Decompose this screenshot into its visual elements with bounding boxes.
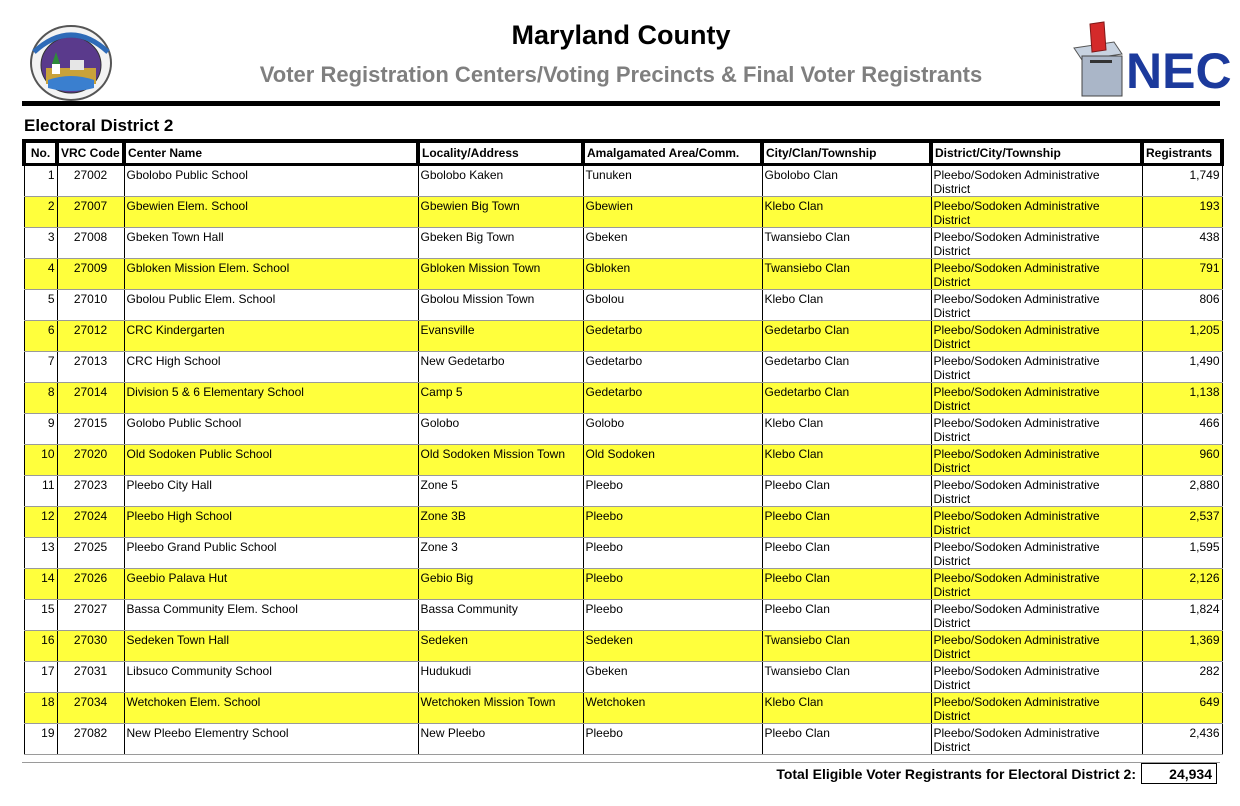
cell-city-clan: Pleebo Clan: [762, 600, 931, 631]
cell-district: Pleebo/Sodoken Administrative District: [931, 600, 1142, 631]
cell-city-clan: Twansiebo Clan: [762, 662, 931, 693]
table-body: [24, 165, 1222, 755]
cell-amalgamated-area: Gedetarbo: [583, 321, 762, 352]
cell-locality: Zone 3B: [418, 507, 583, 538]
page-subtitle: Voter Registration Centers/Voting Precincts & Final Voter Registrants: [259, 62, 983, 87]
cell-vrc-code: 27012: [57, 321, 124, 352]
cell-registrants: 2,436: [1142, 724, 1222, 755]
cell-district: Pleebo/Sodoken Administrative District: [931, 507, 1142, 538]
cell-registrants: 649: [1142, 693, 1222, 724]
cell-center-name: Gbloken Mission Elem. School: [124, 259, 418, 290]
cell-district: Pleebo/Sodoken Administrative District: [931, 538, 1142, 569]
cell-registrants: 466: [1142, 414, 1222, 445]
cell-vrc-code: 27008: [57, 228, 124, 259]
cell-vrc-code: 27024: [57, 507, 124, 538]
table-row: [24, 631, 1222, 662]
cell-amalgamated-area: Pleebo: [583, 507, 762, 538]
cell-center-name: Gbewien Elem. School: [124, 197, 418, 228]
cell-amalgamated-area: Gbewien: [583, 197, 762, 228]
cell-city-clan: Twansiebo Clan: [762, 228, 931, 259]
cell-amalgamated-area: Gedetarbo: [583, 383, 762, 414]
cell-city-clan: Twansiebo Clan: [762, 631, 931, 662]
cell-registrants: 1,369: [1142, 631, 1222, 662]
cell-no: 8: [24, 383, 57, 414]
cell-no: 12: [24, 507, 57, 538]
cell-center-name: Division 5 & 6 Elementary School: [124, 383, 418, 414]
cell-center-name: Pleebo Grand Public School: [124, 538, 418, 569]
cell-amalgamated-area: Pleebo: [583, 538, 762, 569]
cell-locality: Golobo: [418, 414, 583, 445]
table-row: [24, 228, 1222, 259]
table-bottom-rule: [22, 762, 1220, 763]
cell-locality: Zone 3: [418, 538, 583, 569]
district-heading: Electoral District 2: [24, 116, 174, 135]
cell-amalgamated-area: Pleebo: [583, 569, 762, 600]
col-header-center-name: Center Name: [124, 141, 418, 165]
header-rule: [22, 101, 1220, 106]
cell-vrc-code: 27002: [57, 165, 124, 197]
cell-center-name: Pleebo High School: [124, 507, 418, 538]
cell-amalgamated-area: Golobo: [583, 414, 762, 445]
cell-vrc-code: 27030: [57, 631, 124, 662]
cell-registrants: 2,126: [1142, 569, 1222, 600]
cell-no: 7: [24, 352, 57, 383]
table-row: [24, 197, 1222, 228]
cell-vrc-code: 27014: [57, 383, 124, 414]
cell-vrc-code: 27034: [57, 693, 124, 724]
cell-vrc-code: 27009: [57, 259, 124, 290]
cell-registrants: 806: [1142, 290, 1222, 321]
cell-locality: New Pleebo: [418, 724, 583, 755]
cell-center-name: CRC High School: [124, 352, 418, 383]
table-row: [24, 414, 1222, 445]
cell-amalgamated-area: Pleebo: [583, 724, 762, 755]
cell-district: Pleebo/Sodoken Administrative District: [931, 165, 1142, 197]
cell-city-clan: Klebo Clan: [762, 414, 931, 445]
cell-registrants: 193: [1142, 197, 1222, 228]
cell-locality: Hudukudi: [418, 662, 583, 693]
cell-no: 11: [24, 476, 57, 507]
cell-locality: Gbewien Big Town: [418, 197, 583, 228]
table-row: [24, 383, 1222, 414]
cell-vrc-code: 27007: [57, 197, 124, 228]
cell-registrants: 1,490: [1142, 352, 1222, 383]
cell-no: 10: [24, 445, 57, 476]
cell-amalgamated-area: Pleebo: [583, 600, 762, 631]
cell-district: Pleebo/Sodoken Administrative District: [931, 476, 1142, 507]
col-header-registrants: Registrants: [1142, 141, 1222, 165]
cell-district: Pleebo/Sodoken Administrative District: [931, 445, 1142, 476]
cell-amalgamated-area: Gbeken: [583, 662, 762, 693]
table-row: [24, 538, 1222, 569]
cell-vrc-code: 27031: [57, 662, 124, 693]
cell-city-clan: Pleebo Clan: [762, 507, 931, 538]
table-header-row: [24, 141, 1222, 165]
cell-no: 15: [24, 600, 57, 631]
table-row: [24, 693, 1222, 724]
page-header: [22, 14, 1232, 106]
cell-amalgamated-area: Gbolou: [583, 290, 762, 321]
cell-registrants: 1,138: [1142, 383, 1222, 414]
cell-no: 13: [24, 538, 57, 569]
cell-city-clan: Gbolobo Clan: [762, 165, 931, 197]
cell-center-name: Libsuco Community School: [124, 662, 418, 693]
cell-registrants: 1,824: [1142, 600, 1222, 631]
cell-vrc-code: 27027: [57, 600, 124, 631]
cell-locality: Old Sodoken Mission Town: [418, 445, 583, 476]
cell-amalgamated-area: Pleebo: [583, 476, 762, 507]
cell-vrc-code: 27026: [57, 569, 124, 600]
cell-amalgamated-area: Gbeken: [583, 228, 762, 259]
col-header-amalgamated-area: Amalgamated Area/Comm.: [583, 141, 762, 165]
cell-center-name: Sedeken Town Hall: [124, 631, 418, 662]
cell-registrants: 791: [1142, 259, 1222, 290]
cell-city-clan: Gedetarbo Clan: [762, 383, 931, 414]
table-row: [24, 600, 1222, 631]
cell-no: 1: [24, 165, 57, 197]
col-header-city-clan: City/Clan/Township: [762, 141, 931, 165]
cell-city-clan: Klebo Clan: [762, 693, 931, 724]
cell-amalgamated-area: Gbloken: [583, 259, 762, 290]
cell-amalgamated-area: Sedeken: [583, 631, 762, 662]
cell-district: Pleebo/Sodoken Administrative District: [931, 290, 1142, 321]
cell-center-name: Bassa Community Elem. School: [124, 600, 418, 631]
table-row: [24, 445, 1222, 476]
cell-center-name: Gbeken Town Hall: [124, 228, 418, 259]
cell-district: Pleebo/Sodoken Administrative District: [931, 414, 1142, 445]
cell-amalgamated-area: Tunuken: [583, 165, 762, 197]
cell-city-clan: Pleebo Clan: [762, 724, 931, 755]
cell-district: Pleebo/Sodoken Administrative District: [931, 259, 1142, 290]
cell-vrc-code: 27020: [57, 445, 124, 476]
cell-center-name: Wetchoken Elem. School: [124, 693, 418, 724]
table-row: [24, 507, 1222, 538]
cell-no: 5: [24, 290, 57, 321]
table-row: [24, 321, 1222, 352]
col-header-locality: Locality/Address: [418, 141, 583, 165]
cell-city-clan: Pleebo Clan: [762, 538, 931, 569]
cell-city-clan: Gedetarbo Clan: [762, 321, 931, 352]
table-row: [24, 165, 1222, 197]
cell-registrants: 960: [1142, 445, 1222, 476]
voter-registration-table: [22, 139, 1224, 755]
cell-no: 18: [24, 693, 57, 724]
cell-city-clan: Pleebo Clan: [762, 476, 931, 507]
cell-registrants: 282: [1142, 662, 1222, 693]
cell-vrc-code: 27023: [57, 476, 124, 507]
cell-vrc-code: 27082: [57, 724, 124, 755]
cell-amalgamated-area: Gedetarbo: [583, 352, 762, 383]
cell-center-name: Geebio Palava Hut: [124, 569, 418, 600]
cell-locality: Gbolobo Kaken: [418, 165, 583, 197]
cell-amalgamated-area: Old Sodoken: [583, 445, 762, 476]
cell-district: Pleebo/Sodoken Administrative District: [931, 631, 1142, 662]
total-value: 24,934: [1141, 763, 1217, 784]
cell-locality: Gebio Big: [418, 569, 583, 600]
cell-district: Pleebo/Sodoken Administrative District: [931, 321, 1142, 352]
cell-vrc-code: 27010: [57, 290, 124, 321]
cell-locality: Wetchoken Mission Town: [418, 693, 583, 724]
cell-center-name: Golobo Public School: [124, 414, 418, 445]
cell-locality: Sedeken: [418, 631, 583, 662]
col-header-district: District/City/Township: [931, 141, 1142, 165]
nec-logo-text: NEC: [1126, 43, 1232, 99]
table-row: [24, 569, 1222, 600]
cell-no: 19: [24, 724, 57, 755]
cell-locality: Evansville: [418, 321, 583, 352]
table-row: [24, 476, 1222, 507]
cell-locality: Camp 5: [418, 383, 583, 414]
table-row: [24, 290, 1222, 321]
cell-city-clan: Twansiebo Clan: [762, 259, 931, 290]
cell-no: 6: [24, 321, 57, 352]
cell-district: Pleebo/Sodoken Administrative District: [931, 724, 1142, 755]
cell-center-name: Pleebo City Hall: [124, 476, 418, 507]
cell-center-name: Gbolou Public Elem. School: [124, 290, 418, 321]
cell-center-name: Old Sodoken Public School: [124, 445, 418, 476]
cell-vrc-code: 27025: [57, 538, 124, 569]
cell-center-name: New Pleebo Elementry School: [124, 724, 418, 755]
cell-registrants: 1,749: [1142, 165, 1222, 197]
cell-center-name: CRC Kindergarten: [124, 321, 418, 352]
cell-locality: Gbloken Mission Town: [418, 259, 583, 290]
table-row: [24, 662, 1222, 693]
cell-city-clan: Pleebo Clan: [762, 569, 931, 600]
cell-locality: Gbolou Mission Town: [418, 290, 583, 321]
cell-no: 2: [24, 197, 57, 228]
cell-vrc-code: 27013: [57, 352, 124, 383]
table-row: [24, 259, 1222, 290]
cell-registrants: 2,537: [1142, 507, 1222, 538]
cell-locality: Zone 5: [418, 476, 583, 507]
cell-no: 16: [24, 631, 57, 662]
cell-locality: Gbeken Big Town: [418, 228, 583, 259]
cell-district: Pleebo/Sodoken Administrative District: [931, 383, 1142, 414]
cell-amalgamated-area: Wetchoken: [583, 693, 762, 724]
cell-no: 9: [24, 414, 57, 445]
cell-registrants: 2,880: [1142, 476, 1222, 507]
cell-city-clan: Klebo Clan: [762, 290, 931, 321]
cell-locality: New Gedetarbo: [418, 352, 583, 383]
cell-district: Pleebo/Sodoken Administrative District: [931, 228, 1142, 259]
cell-registrants: 438: [1142, 228, 1222, 259]
col-header-vrc-code: VRC Code: [57, 141, 124, 165]
cell-city-clan: Klebo Clan: [762, 197, 931, 228]
cell-district: Pleebo/Sodoken Administrative District: [931, 569, 1142, 600]
page-title: Maryland County: [511, 20, 731, 50]
cell-vrc-code: 27015: [57, 414, 124, 445]
total-label: Total Eligible Voter Registrants for Electoral District 2:: [776, 766, 1136, 782]
cell-district: Pleebo/Sodoken Administrative District: [931, 197, 1142, 228]
cell-city-clan: Klebo Clan: [762, 445, 931, 476]
cell-registrants: 1,205: [1142, 321, 1222, 352]
cell-locality: Bassa Community: [418, 600, 583, 631]
col-header-no: No.: [24, 141, 57, 165]
cell-no: 14: [24, 569, 57, 600]
cell-district: Pleebo/Sodoken Administrative District: [931, 693, 1142, 724]
cell-district: Pleebo/Sodoken Administrative District: [931, 662, 1142, 693]
cell-no: 4: [24, 259, 57, 290]
nec-logo: [1068, 20, 1232, 100]
cell-no: 3: [24, 228, 57, 259]
cell-registrants: 1,595: [1142, 538, 1222, 569]
cell-city-clan: Gedetarbo Clan: [762, 352, 931, 383]
cell-center-name: Gbolobo Public School: [124, 165, 418, 197]
table-row: [24, 352, 1222, 383]
table-row: [24, 724, 1222, 755]
cell-no: 17: [24, 662, 57, 693]
cell-district: Pleebo/Sodoken Administrative District: [931, 352, 1142, 383]
